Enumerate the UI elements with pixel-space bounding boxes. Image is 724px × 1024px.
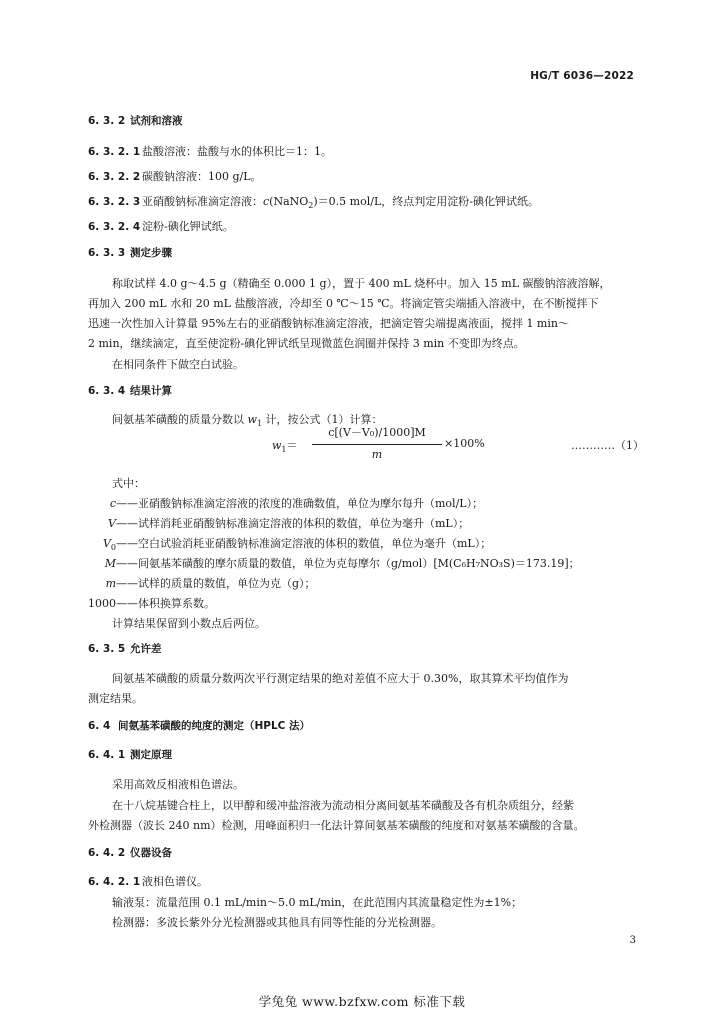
- formula-lhs: $w_1=$: [272, 439, 298, 455]
- paragraph-line: 采用高效反相液相色谱法。: [112, 778, 244, 791]
- paragraph-line: 再加入 200 mL 水和 20 mL 盐酸溶液，冷却至 0 ℃～15 ℃。将滴定管尖端插入溶液中，在不断搅拌下: [88, 297, 599, 310]
- definition-line: $V_0——$空白试验消耗亚硝酸钠标准滴定溶液的体积的数值，单位为毫升（mL）；: [102, 537, 492, 553]
- paragraph-line: 输液泵：流量范围 0.1 mL/min～5.0 mL/min，在此范围内其流量稳定性为±1%；: [112, 896, 523, 909]
- paragraph-line: 间氨基苯磺酸的质量分数两次平行测定结果的绝对差值不应大于 0.30%，取其算术平均值作为: [112, 672, 569, 685]
- definition-line: M——间氨基苯磺酸的摩尔质量的数值，单位为克每摩尔（g/mol）[M(C₆H₇NO₃S)＝173.19]；: [104, 557, 580, 570]
- section-heading-6-3-3: 6. 3. 3 测定步骤: [88, 247, 172, 259]
- definition-line: m——试样的质量的数值，单位为克（g）；: [105, 577, 316, 590]
- item-6-3-2-1: 6. 3. 2. 1 盐酸溶液：盐酸与水的体积比＝1：1。: [88, 145, 332, 158]
- section-heading-6-3-4: 6. 3. 4 结果计算: [88, 385, 172, 397]
- standard-code: HG/T 6036—2022: [530, 70, 634, 82]
- paragraph-line: 在相同条件下做空白试验。: [112, 358, 244, 371]
- where-label: 式中：: [112, 477, 145, 490]
- paragraph-line: 称取试样 4.0 g～4.5 g（精确至 0.000 1 g），置于 400 mL 烧杯中。加入 15 mL 碳酸钠溶液溶解，: [112, 277, 611, 290]
- definition-line: V——试样消耗亚硝酸钠标准滴定溶液的体积的数值，单位为毫升（mL）；: [108, 517, 470, 530]
- section-heading-6-4-1: 6. 4. 1 测定原理: [88, 749, 172, 761]
- item-6-4-2-1: 6. 4. 2. 1 液相色谱仪。: [88, 875, 208, 888]
- paragraph-line: 检测器：多波长紫外分光检测器或其他具有同等性能的分光检测器。: [112, 916, 442, 929]
- formula-rhs: ×100%: [444, 437, 485, 450]
- formula-1: [272, 424, 485, 464]
- paragraph-line: 外检测器（波长 240 nm）检测，用峰面积归一化法计算间氨基苯磺酸的纯度和对氨基苯磺酸的含量。: [88, 819, 585, 832]
- section-heading-6-4-2: 6. 4. 2 仪器设备: [88, 847, 172, 859]
- paragraph-line: 2 min，继续滴定，直至使淀粉-碘化钾试纸呈现微蓝色润圈并保持 3 min 不变即为终点。: [88, 337, 525, 350]
- rounding-note: 计算结果保留到小数点后两位。: [112, 617, 266, 630]
- formula-intro: 间氨基苯磺酸的质量分数以 $w_1$ 计，按公式（1）计算：: [112, 413, 383, 429]
- item-6-3-2-3: 6. 3. 2. 3 亚硝酸钠标准滴定溶液：c(NaNO$_2$)＝0.5 mol/L，终点判定用淀粉-碘化钾试纸。: [88, 195, 539, 211]
- paragraph-line: 测定结果。: [88, 692, 143, 705]
- formula-number: …………（1）: [571, 439, 644, 452]
- section-heading-6-3-5: 6. 3. 5 允许差: [88, 643, 162, 655]
- definition-line: 1000——体积换算系数。: [88, 597, 215, 610]
- fraction-bar: [312, 444, 442, 445]
- item-6-3-2-2: 6. 3. 2. 2 碳酸钠溶液：100 g/L。: [88, 170, 262, 183]
- footer-watermark: 学兔兔 www.bzfxw.com 标准下载: [258, 994, 466, 1009]
- formula-denominator: m: [371, 448, 383, 461]
- formula-numerator: c[(V－V₀)/1000]M: [328, 426, 426, 439]
- page-number: 3: [629, 935, 636, 946]
- section-heading-6-4: 6. 4 间氨基苯磺酸的纯度的测定（HPLC 法）: [88, 720, 311, 732]
- item-6-3-2-4: 6. 3. 2. 4 淀粉-碘化钾试纸。: [88, 220, 234, 233]
- section-heading-6-3-2: 6. 3. 2 试剂和溶液: [88, 115, 183, 127]
- definition-line: c——亚硝酸钠标准滴定溶液的浓度的准确数值，单位为摩尔每升（mol/L）；: [109, 497, 484, 510]
- paragraph-line: 迅速一次性加入计算量 95%左右的亚硝酸钠标准滴定溶液，把滴定管尖端提离液面，搅拌 1 min～: [88, 317, 569, 330]
- paragraph-line: 在十八烷基键合柱上，以甲醇和缓冲盐溶液为流动相分离间氨基苯磺酸及各有机杂质组分，经紫: [112, 799, 574, 812]
